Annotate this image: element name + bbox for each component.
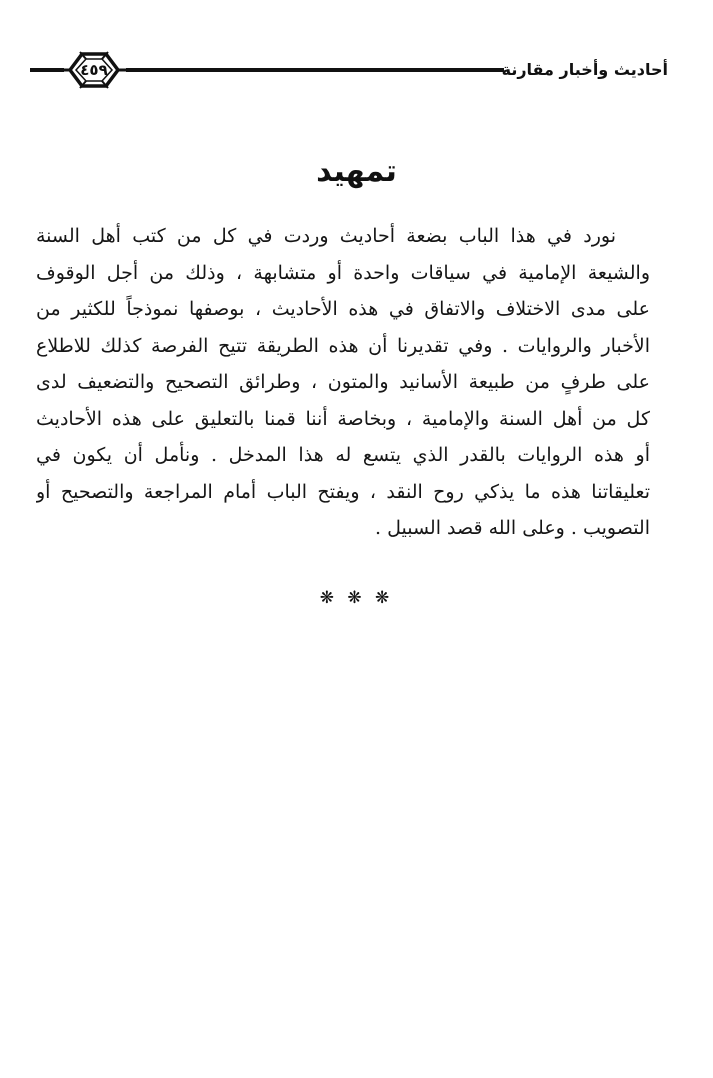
section-title: تمهيد — [316, 154, 397, 189]
body-paragraph — [36, 218, 650, 547]
section-separator: ❋ ❋ ❋ — [319, 588, 394, 608]
text-line: الأخبار والروايات . وفي تقديرنا أن هذه الطريقة تتيح الفرصة كذلك للاطلاع — [36, 334, 650, 357]
text-line: على طرفٍ من طبيعة الأسانيد والمتون ، وطرائق التصحيح والتضعيف لدى — [36, 371, 650, 393]
text-line: كل من أهل السنة والإمامية ، وبخاصة أننا قمنا بالتعليق على هذه الأحاديث — [36, 407, 650, 430]
header-rule-right — [126, 68, 504, 72]
page-number-frame — [62, 50, 126, 90]
text-line: التصويب . وعلى الله قصد السبيل . — [375, 517, 650, 539]
running-title: أحاديث وأخبار مقارنة — [501, 60, 668, 79]
text-line: والشيعة الإمامية في سياقات واحدة أو متشابهة ، وذلك من أجل الوقوف — [36, 261, 650, 284]
text-line: أو هذه الروايات بالقدر الذي يتسع له هذا المدخل . ونأمل أن يكون في — [36, 444, 650, 466]
text-line: تعليقاتنا هذه ما يذكي روح النقد ، ويفتح الباب أمام المراجعة والتصحيح أو — [36, 480, 650, 503]
text-line: على مدى الاختلاف والاتفاق في هذه الأحاديث ، بوصفها نموذجاً للكثير من — [36, 298, 650, 320]
page-number: ٤٥٩ — [80, 61, 108, 79]
text-line: نورد في هذا الباب بضعة أحاديث وردت في كل من كتب أهل السنة — [36, 225, 616, 247]
running-header — [30, 45, 668, 95]
header-rule-left — [30, 68, 64, 72]
